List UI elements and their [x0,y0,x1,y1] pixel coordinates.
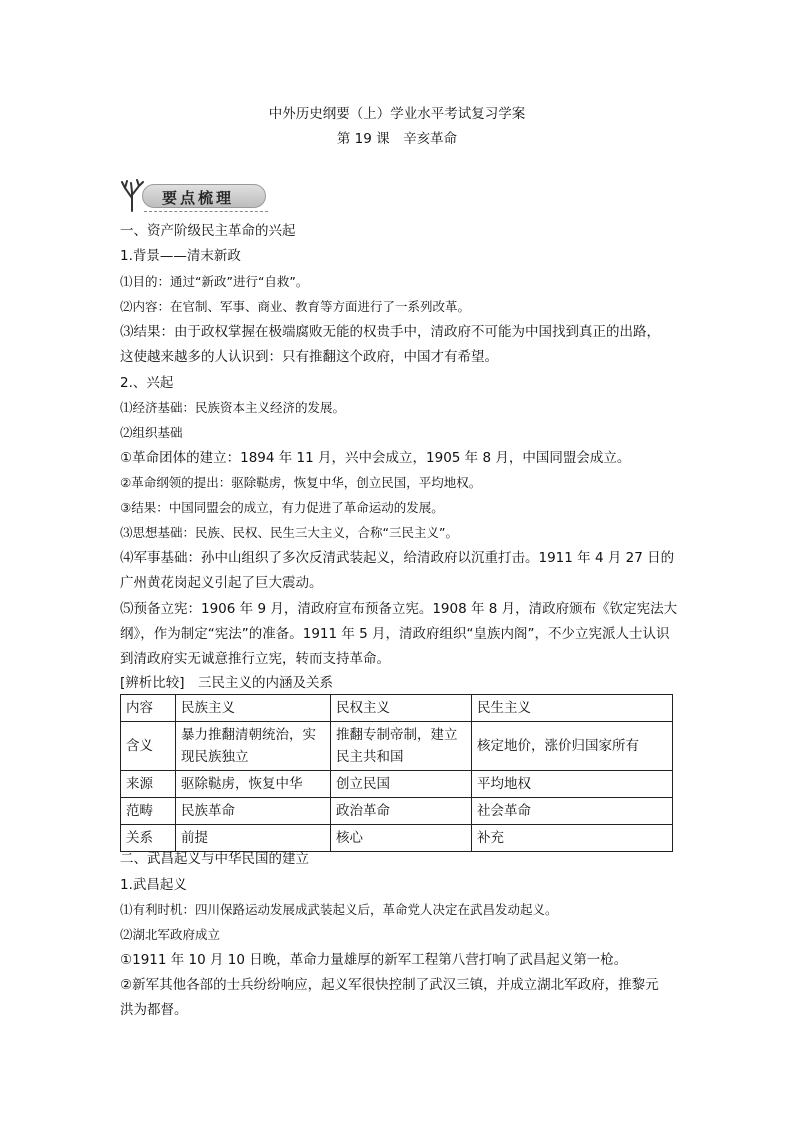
section-heading: 二、武昌起义与中华民国的建立 [120,851,309,867]
text-line: ⑷军事基础：孙中山组织了多次反清武装起义，给清政府以沉重打击。1911 年 4 月 27 日的 [120,550,675,566]
table-header-cell: 内容 [121,695,176,722]
table-header-cell: 民权主义 [331,695,472,722]
table-cell: 补充 [472,825,673,852]
comparison-caption: [辨析比较] 三民主义的内涵及关系 [120,675,334,691]
table-cell: 推翻专制帝制，建立民主共和国 [331,722,472,771]
section-badge [118,178,270,214]
table-cell: 创立民国 [331,771,472,798]
table-row [121,722,673,771]
text-line: ①1911 年 10 月 10 日晚，革命力量雄厚的新军工程第八营打响了武昌起义第一枪。 [120,952,628,968]
document-title: 中外历史纲要（上）学业水平考试复习学案 [268,106,526,122]
text-line: ②新军其他各部的士兵纷纷响应，起义军很快控制了武汉三镇，并成立湖北军政府，推黎元 [120,977,659,993]
text-line: 这使越来越多的人认识到：只有推翻这个政府，中国才有希望。 [120,349,498,365]
text-line: ⑴目的：通过“新政”进行“自救”。 [120,274,309,289]
table-cell: 前提 [176,825,331,852]
table-cell: 含义 [121,722,176,771]
text-line: ⑶思想基础：民族、民权、民生三大主义，合称“三民主义”。 [120,525,458,540]
text-line: 纲》，作为制定“宪法”的准备。1911 年 5 月，清政府组织“皇族内阁”，不少立宪派人士认识 [120,626,670,642]
text-line: ⑵内容：在官制、军事、商业、教育等方面进行了一系列改革。 [120,299,471,314]
text-line: ②革命纲领的提出：驱除鞑虏，恢复中华，创立民国，平均地权。 [120,475,482,490]
text-line: ⑴经济基础：民族资本主义经济的发展。 [120,400,346,415]
subsection-heading: 2.、兴起 [120,375,174,391]
table-cell: 核定地价，涨价归国家所有 [472,722,673,771]
text-line: ①革命团体的建立：1894 年 11 月，兴中会成立，1905 年 8 月，中国同盟会成立。 [120,450,631,466]
text-line: ⑵组织基础 [120,425,183,440]
text-line: ⑶结果：由于政权掌握在极端腐败无能的权贵手中，清政府不可能为中国找到真正的出路， [120,324,660,340]
text-line: ③结果：中国同盟会的成立，有力促进了革命运动的发展。 [120,500,444,515]
table-header-row [121,695,673,722]
table-row [121,825,673,852]
section-heading: 一、资产阶级民主革命的兴起 [120,223,296,239]
table-cell: 驱除鞑虏，恢复中华 [176,771,331,798]
table-cell: 平均地权 [472,771,673,798]
badge-label: 要点梳理 [162,189,235,207]
table-cell: 范畴 [121,798,176,825]
table-cell: 来源 [121,771,176,798]
table-cell: 核心 [331,825,472,852]
text-line: 洪为都督。 [120,1002,188,1018]
lesson-title: 第 19 课 辛亥革命 [336,131,458,147]
text-line: 到清政府实无诚意推行立宪，转而支持革命。 [120,651,390,667]
text-line: ⑴有利时机：四川保路运动发展成武装起义后，革命党人决定在武昌发动起义。 [120,902,558,917]
table-row [121,771,673,798]
badge-underline [144,211,268,212]
subsection-heading: 1.背景——清末新政 [120,248,241,264]
text-line: ⑵湖北军政府成立 [120,927,221,942]
table-row [121,798,673,825]
text-line: 广州黄花岗起义引起了巨大震动。 [120,575,323,591]
table-header-cell: 民族主义 [176,695,331,722]
table-cell: 暴力推翻清朝统治，实现民族独立 [176,722,331,771]
table-cell: 政治革命 [331,798,472,825]
table-cell: 社会革命 [472,798,673,825]
text-line: ⑸预备立宪：1906 年 9 月，清政府宣布预备立宪。1908 年 8 月，清政府颁布《钦定宪法大 [120,601,678,617]
table-cell: 关系 [121,825,176,852]
subsection-heading: 1.武昌起义 [120,877,187,893]
table-cell: 民族革命 [176,798,331,825]
three-principles-table [120,694,673,852]
table-header-cell: 民生主义 [472,695,673,722]
